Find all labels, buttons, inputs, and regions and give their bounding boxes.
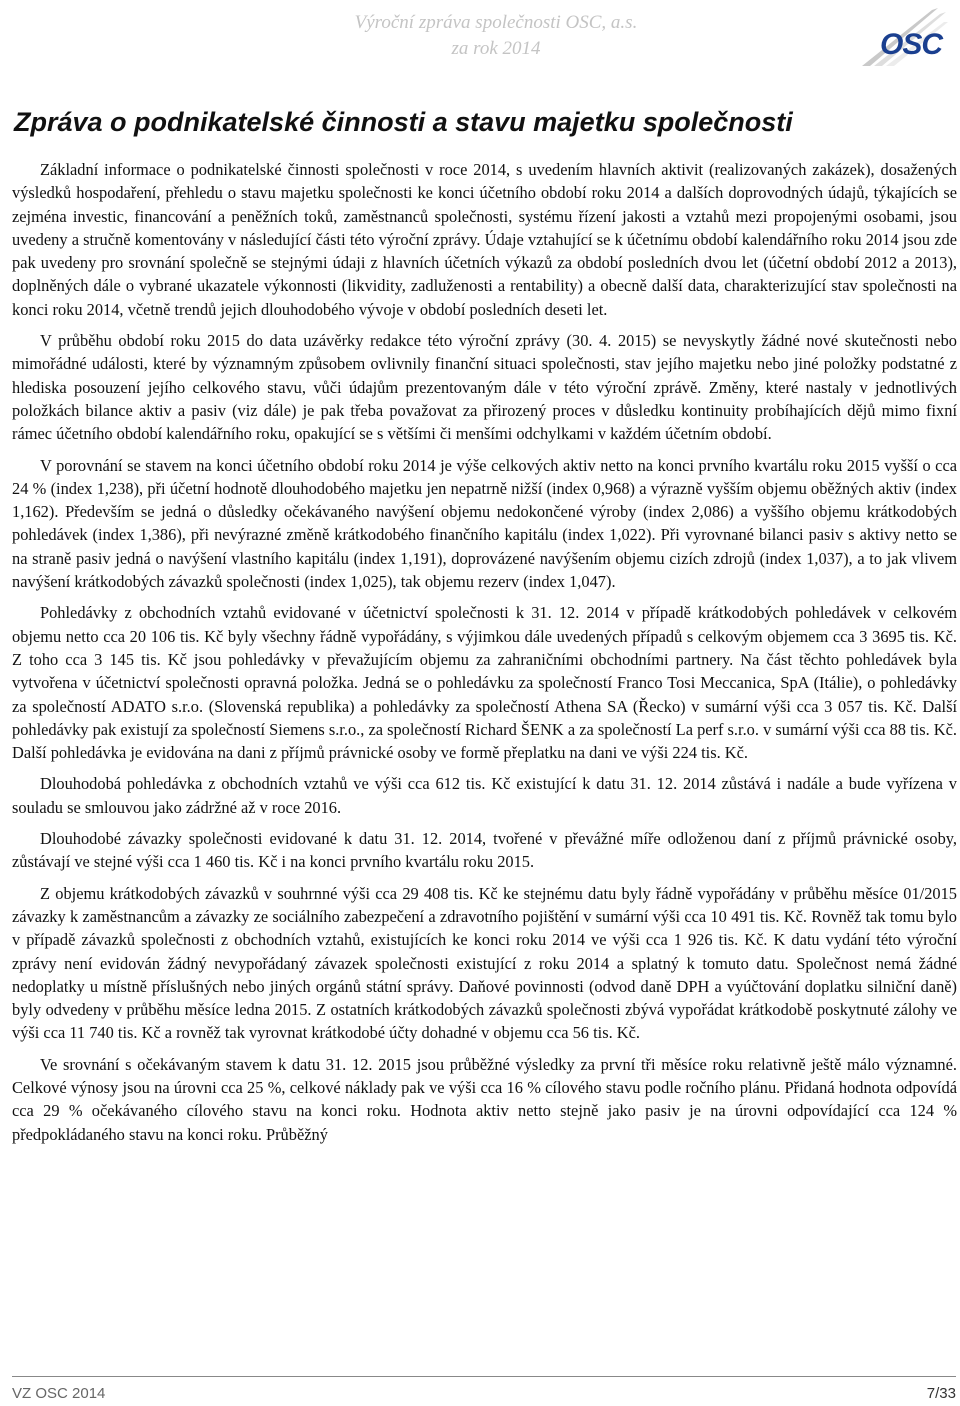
report-body bbox=[12, 158, 957, 1154]
page-footer bbox=[12, 1376, 956, 1402]
paragraph: Pohledávky z obchodních vztahů evidované v účetnictví společnosti k 31. 12. 2014 v případě krátkodobých pohledávek v celkovém objemu netto cca 20 106 tis. Kč byly všechny řádně vypořádány, s výjimkou dále uvedených případů s celkovým objemem cca 3 3695 tis. Kč. Z toho cca 3 145 tis. Kč jsou pohledávky v převažujícím objemu za zahraničními obchodními partnery. Na část těchto pohledávek byla vytvořena v účetnictví společnosti opravná položka. Jedná se o pohledávku za společností Franco Tosi Meccanica, SpA (Itálie), o pohledávky za společností ADATO s.r.o. (Slovenská republika) a pohledávky za společností Athena SA (Řecko) v sumární výši cca 3 057 tis. Kč. Další pohledávky pak existují za společností Siemens s.r.o., za společností Richard ŠENK a za společností La perf s.r.o. v sumární výši cca 88 tis. Kč. Další pohledávka je evidována na dani z příjmů právnické osoby ve formě přeplatku na dani ve výši 224 tis. Kč. bbox=[12, 603, 957, 763]
footer-document-label: VZ OSC 2014 bbox=[12, 1385, 106, 1402]
header-title bbox=[236, 10, 756, 62]
page-number: 7/33 bbox=[926, 1385, 956, 1402]
paragraph: V porovnání se stavem na konci účetního období roku 2014 je výše celkových aktiv netto na konci prvního kvartálu roku 2015 vyšší o cca 24 % (index 1,238), při účetní hodnotě dlouhodobého majetku jen nepatrně nižší (index 0,968) a výrazně vyšším objemu oběžných aktiv (index 1,162). Především se jedná o důsledky očekávaného navýšení objemu nedokončené výroby (index 2,086) a vyššího objemu krátkodobých pohledávek (index 1,386), při nevýrazné změně krátkodobého finančního kapitálu (index 1,022). Při vyrovnané bilanci pasiv s aktivy netto se na straně pasiv jedná o navýšení vlastního kapitálu (index 1,191), doprovázené navýšením objemu cizích zdrojů (index 1,037), a to jak vlivem navýšení krátkodobých závazků společnosti (index 1,025), tak objemu rezerv (index 1,047). bbox=[12, 455, 957, 592]
page-header bbox=[0, 0, 960, 76]
paragraph: Dlouhodobá pohledávka z obchodních vztahů ve výši cca 612 tis. Kč existující k datu 31. 12. 2014 zůstává i nadále a bude vyřízena v souladu se smlouvou jako zádržné až v roce 2016. bbox=[12, 774, 957, 817]
paragraph: Z objemu krátkodobých závazků v souhrnné výši cca 29 408 tis. Kč ke stejnému datu byly řádně vypořádány v průběhu měsíce 01/2015 závazky k zaměstnancům a závazky ze sociálního zabezpečení a zdravotního pojištění v sumární výši cca 10 491 tis. Kč. Rovněž tak tomu bylo v případě závazků společnosti z obchodních vztahů, existujících ke konci roku 2014 ve výši cca 1 926 tis. Kč. K datu vydání této výroční zprávy není evidován žádný nevypořádaný závazek společnosti existující z roku 2014 a splatný k tomuto datu. Společnost nemá žádné nedoplatky u místně příslušných nebo jiných orgánů státní správy. Daňové povinnosti (odvod daně DPH a vyúčtování doplatku silniční daně) byly odvedeny v průběhu měsíce ledna 2015. Z ostatních krátkodobých závazků společnosti zbývá vypořádat krátkodobě poskytnuté zálohy ve výši cca 11 740 tis. Kč a rovněž tak vyrovnat krátkodobé účty dohadné v objemu cca 56 tis. Kč. bbox=[12, 883, 957, 1043]
paragraph: V průběhu období roku 2015 do data uzávěrky redakce této výroční zprávy (30. 4. 2015) se nevyskytly žádné nové skutečnosti nebo mimořádné události, které by významným způsobem ovlivnily finanční situaci společnosti, stav jejího majetku nebo jiné položky podstatné z hlediska posouzení jejího celkového stavu, vůči údajům prezentovaným dále v této výroční zprávě. Změny, které nastaly v jednotlivých položkách bilance aktiv a pasiv (viz dále) je pak třeba považovat za přirozený proces v důsledku kontinuity probíhajících dějů mimo fixní rámec účetního období kalendářního roku, opakující se s většími či menšími odchylkami v každém účetním období. bbox=[12, 331, 957, 444]
paragraph: Základní informace o podnikatelské činnosti společnosti v roce 2014, s uvedením hlavních aktivit (realizovaných zakázek), dosažených výsledků hospodaření, přehledu o stavu majetku společnosti ke konci účetního období roku 2014 a dalších doprovodných údajů, týkajících se zejména investic, financování a peněžních toků, zaměstnanců společnosti, systému řízení jakosti a vztahů mezi propojenými osobami, jsou uvedeny a stručně komentovány v následující části této výroční zprávy. Údaje vztahující se k účetnímu období kalendářního roku 2014 jsou zde pak uvedeny pro srovnání společně se stejnými údaji z hlavních účetních výkazů za období posledních dvou let (účetní období 2012 a 2013), doplněných dále o vybrané ukazatele výkonnosti (likvidity, zadluženosti a rentability) a obecně další data, charakterizující stav společnosti na konci roku 2014, včetně trendů jejich dlouhodobého vývoje v období posledních deseti let. bbox=[12, 160, 957, 319]
header-line-2: za rok 2014 bbox=[451, 38, 541, 59]
paragraph: Dlouhodobé závazky společnosti evidované k datu 31. 12. 2014, tvořené v převážné míře odloženou daní z příjmů právnické osoby, zůstávají ve stejné výši cca 1 460 tis. Kč i na konci prvního kvartálu roku 2015. bbox=[12, 829, 957, 872]
logo-text: OSC bbox=[880, 28, 943, 61]
osc-logo bbox=[858, 4, 950, 70]
page-title: Zpráva o podnikatelské činnosti a stavu majetku společnosti bbox=[14, 107, 793, 137]
paragraph: Ve srovnání s očekávaným stavem k datu 31. 12. 2015 jsou průběžné výsledky za první tři měsíce roku relativně ještě málo významné. Celkové výnosy jsou na úrovni cca 25 %, celkové náklady pak ve výši cca 16 % cílového stavu podle ročního plánu. Přidaná hodnota odpovídá cca 29 % očekávaného cílového stavu na konci roku. Hodnota aktiv netto stejně jako pasiv je na úrovni odpovídající cca 124 % předpokládaného stavu na konci roku. Průběžný bbox=[12, 1054, 957, 1144]
header-line-1: Výroční zpráva společnosti OSC, a.s. bbox=[354, 12, 638, 33]
